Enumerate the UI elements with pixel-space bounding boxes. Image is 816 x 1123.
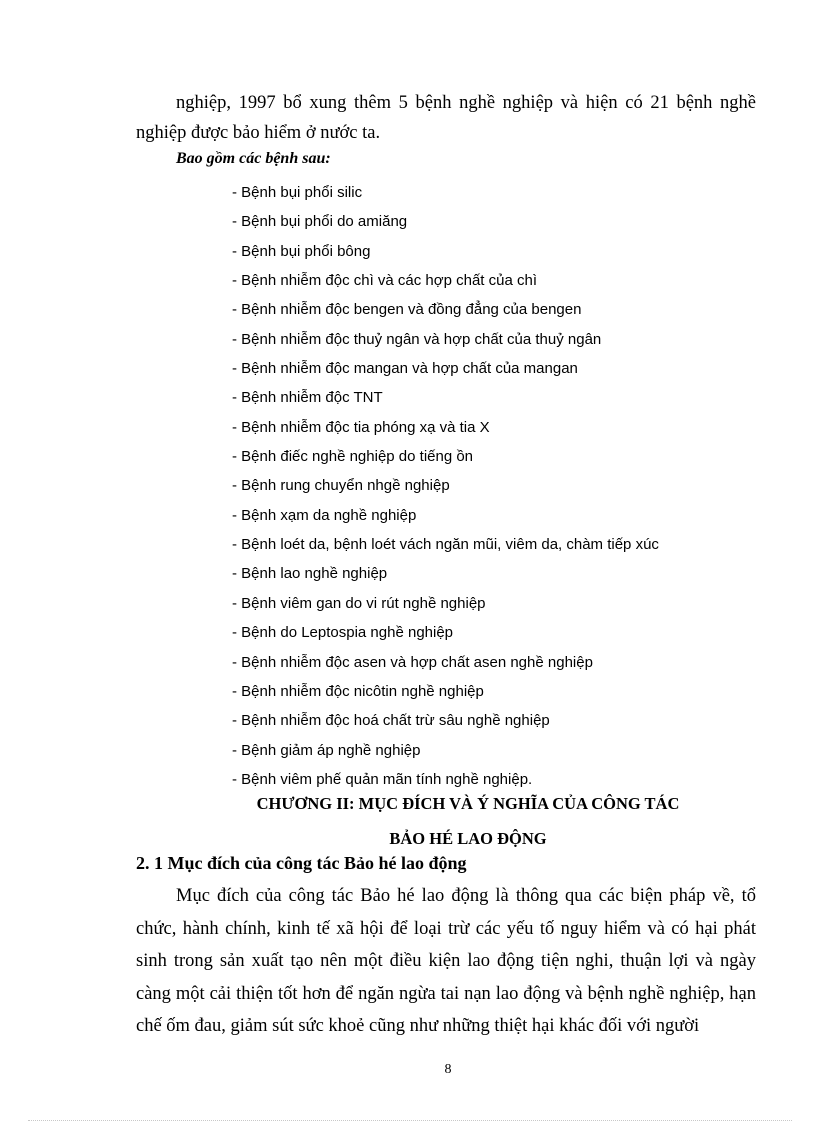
list-item: - Bệnh bụi phổi do amiăng: [232, 213, 408, 231]
list-item: - Bệnh loét da, bệnh loét vách ngăn mũi, viêm da, chàm tiếp xúc: [232, 536, 659, 554]
list-item: - Bệnh nhiễm độc thuỷ ngân và hợp chất của thuỷ ngân: [232, 330, 602, 348]
page-number: 8: [444, 1062, 452, 1077]
list-item: - Bệnh nhiễm độc tia phóng xạ và tia X: [232, 418, 490, 436]
list-item: - Bệnh lao nghề nghiệp: [232, 565, 388, 583]
list-item: - Bệnh viêm gan do vi rút nghề nghiệp: [232, 594, 486, 612]
list-item: - Bệnh nhiễm độc hoá chất trừ sâu nghề nghiệp: [232, 712, 550, 730]
list-item: - Bệnh giảm áp nghề nghiệp: [232, 741, 421, 759]
list-item: - Bệnh nhiễm độc mangan và hợp chất của mangan: [232, 360, 578, 378]
list-item: - Bệnh nhiễm độc chì và các hợp chất của chì: [232, 272, 538, 290]
intro-paragraph: nghiệp, 1997 bổ xung thêm 5 bệnh nghề nghiệp và hiện có 21 bệnh nghề nghiệp được bảo hiểm ở nước ta.: [136, 93, 756, 143]
list-item: - Bệnh rung chuyển nhgề nghiệp: [232, 477, 450, 495]
list-item: - Bệnh do Leptospia nghề nghiệp: [232, 624, 454, 642]
page-bottom-divider: [28, 1120, 792, 1121]
section-paragraph: Mục đích của công tác Bảo hé lao động là thông qua các biện pháp về, tổ chức, hành chính, kinh tế xã hội để loại trừ các yếu tố nguy hiểm và có hại phát sinh trong sản xuất tạo nên một điều kiện lao động tiện nghi, thuận lợi và ngày càng một cải thiện tốt hơn để ngăn ngừa tai nạn lao động và bệnh nghề nghiệp, hạn chế ốm đau, giảm sút sức khoẻ cũng như những thiệt hại khác đối với người: [136, 886, 756, 1036]
list-item: - Bệnh điếc nghề nghiệp do tiếng ồn: [232, 448, 474, 466]
chapter-title-line-2: BẢO HÉ LAO ĐỘNG: [389, 829, 547, 848]
chapter-title-line-1: CHƯƠNG II: MỤC ĐÍCH VÀ Ý NGHĨA CỦA CÔNG TÁC: [256, 794, 680, 813]
list-item: - Bệnh xạm da nghề nghiệp: [232, 506, 417, 524]
chapter-title: [136, 786, 800, 856]
section-heading: 2. 1 Mục đích của công tác Bảo hé lao động: [136, 853, 467, 873]
list-item: - Bệnh nhiễm độc TNT: [232, 389, 383, 407]
disease-list: [232, 178, 772, 794]
list-item: - Bệnh nhiễm độc nicôtin nghề nghiệp: [232, 682, 484, 700]
list-item: - Bệnh bụi phổi bông: [232, 242, 371, 260]
list-heading: Bao gồm các bệnh sau:: [176, 150, 331, 167]
list-item: - Bệnh nhiễm độc asen và hợp chất asen nghề nghiệp: [232, 653, 593, 671]
list-item: - Bệnh bụi phổi silic: [232, 184, 363, 201]
list-item: - Bệnh nhiễm độc bengen và đồng đẳng của bengen: [232, 301, 582, 319]
list-item: - Bệnh viêm phế quản mãn tính nghề nghiệp.: [232, 770, 533, 788]
